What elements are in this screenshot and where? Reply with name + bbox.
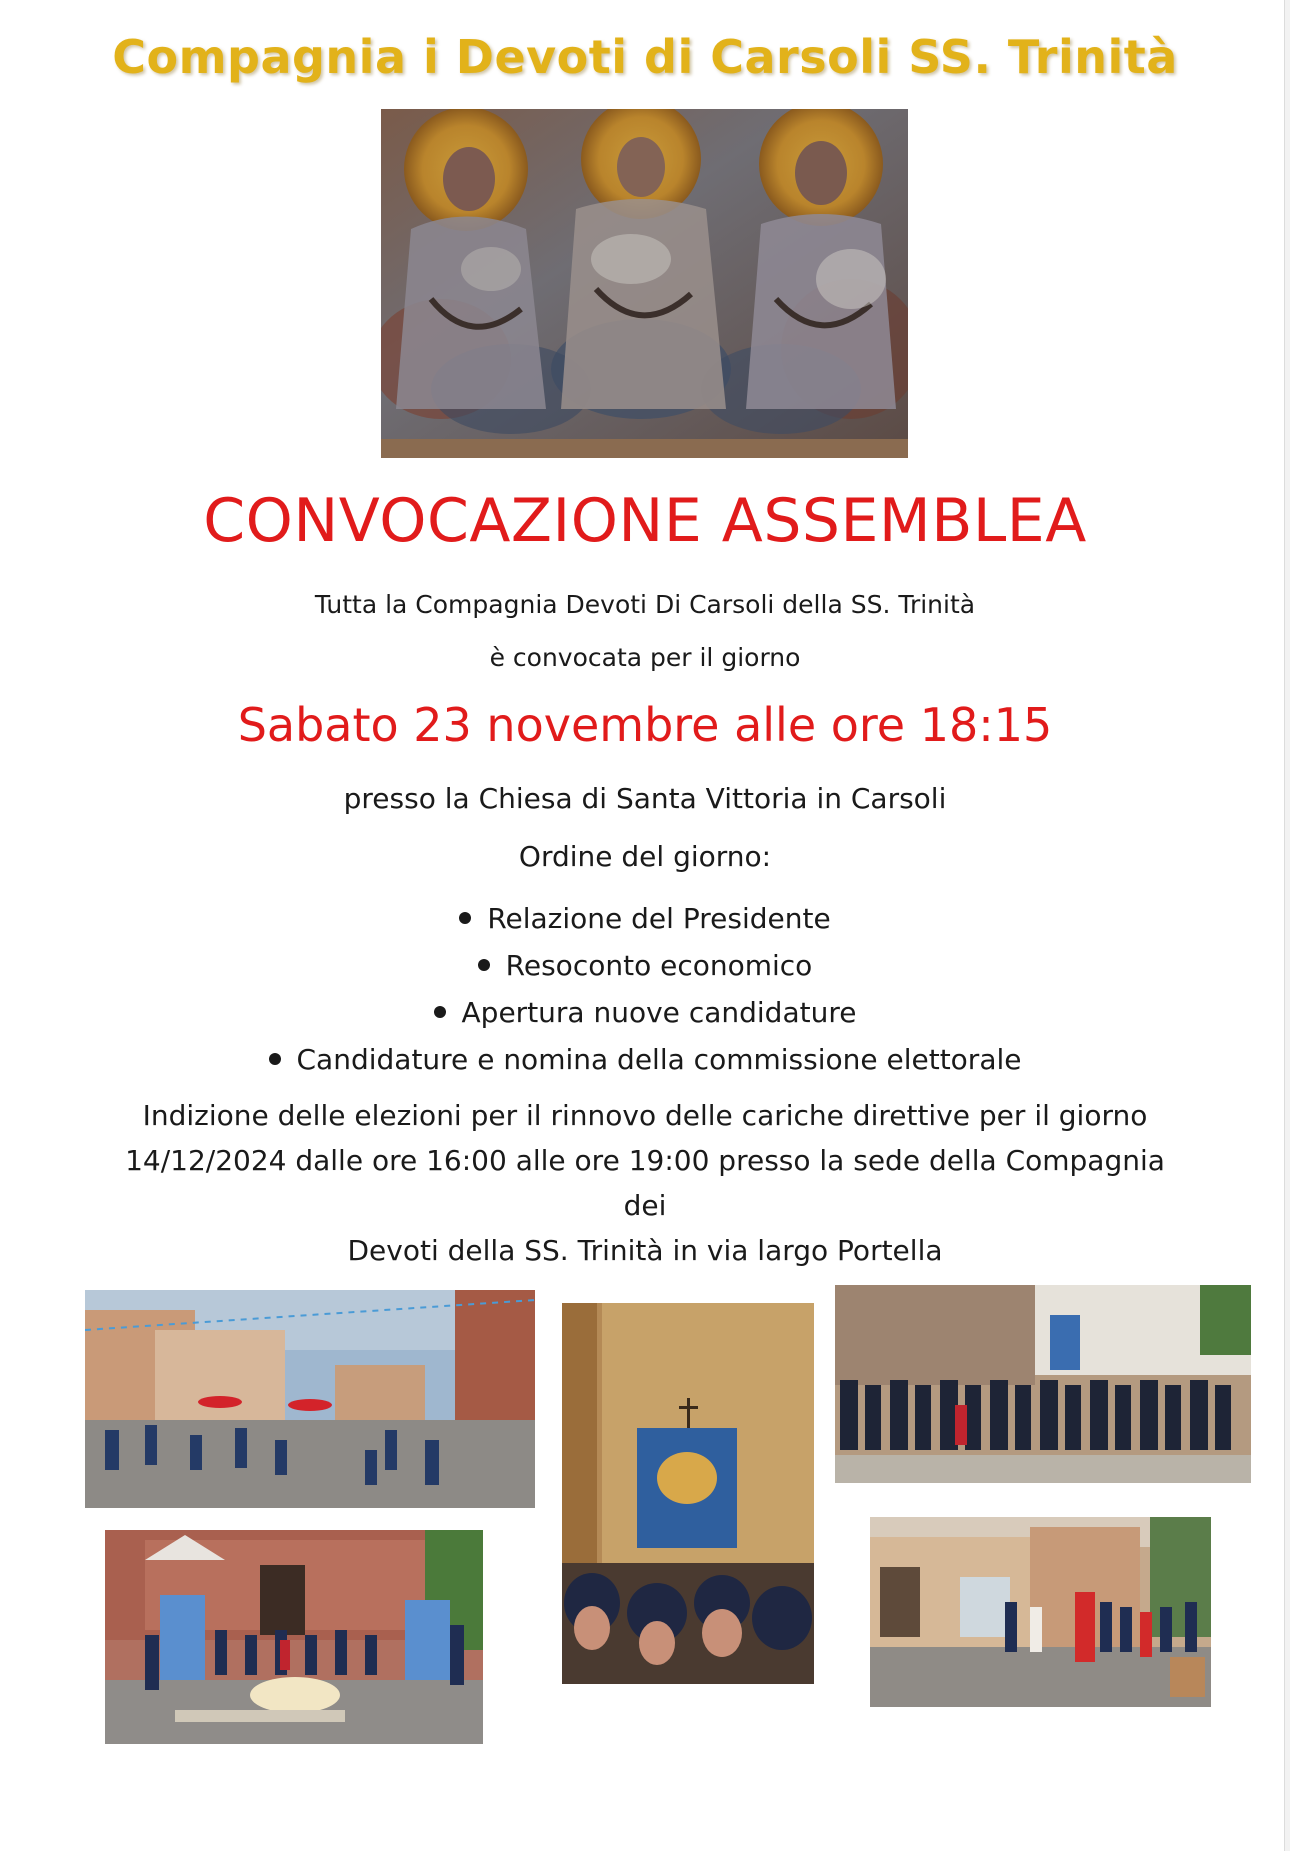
intro-text: Tutta la Compagnia Devoti Di Carsoli della SS. Trinità <box>314 590 976 619</box>
meeting-date: Sabato 23 novembre alle ore 18:15 <box>237 698 1053 752</box>
trinity-fresco-image <box>381 109 908 458</box>
elections-line: 14/12/2024 dalle ore 16:00 alle ore 19:00 presso la sede della Compagnia dei <box>125 1144 1165 1222</box>
agenda-item <box>0 1036 1290 1083</box>
convened-text: è convocata per il giorno <box>489 643 801 672</box>
street-volunteers-photo <box>870 1517 1211 1707</box>
sanctuary-group-photo <box>835 1285 1251 1483</box>
bullet-icon <box>269 1053 281 1065</box>
elections-line: Indizione delle elezioni per il rinnovo delle cariche direttive per il giorno <box>142 1099 1148 1132</box>
agenda-item-text: Candidature e nomina della commissione elettorale <box>296 1043 1022 1076</box>
elections-paragraph <box>100 1093 1190 1273</box>
elections-line: Devoti della SS. Trinità in via largo Portella <box>347 1234 943 1267</box>
agenda-item-text: Relazione del Presidente <box>487 902 831 935</box>
agenda-item <box>0 895 1290 942</box>
town-square-photo <box>85 1290 535 1508</box>
agenda-item-text: Apertura nuove candidature <box>461 996 857 1029</box>
bullet-icon <box>434 1006 446 1018</box>
group-banners-photo <box>105 1530 483 1744</box>
agenda-list <box>0 895 1290 1083</box>
bullet-icon <box>459 912 471 924</box>
organization-title: Compagnia i Devoti di Carsoli SS. Trinità <box>112 30 1178 84</box>
notice-title: CONVOCAZIONE ASSEMBLEA <box>203 486 1087 556</box>
agenda-item <box>0 989 1290 1036</box>
agenda-item-text: Resoconto economico <box>505 949 813 982</box>
procession-banner-photo <box>562 1303 814 1684</box>
agenda-title: Ordine del giorno: <box>518 840 772 873</box>
meeting-location: presso la Chiesa di Santa Vittoria in Carsoli <box>343 782 947 815</box>
bullet-icon <box>478 959 490 971</box>
agenda-item <box>0 942 1290 989</box>
